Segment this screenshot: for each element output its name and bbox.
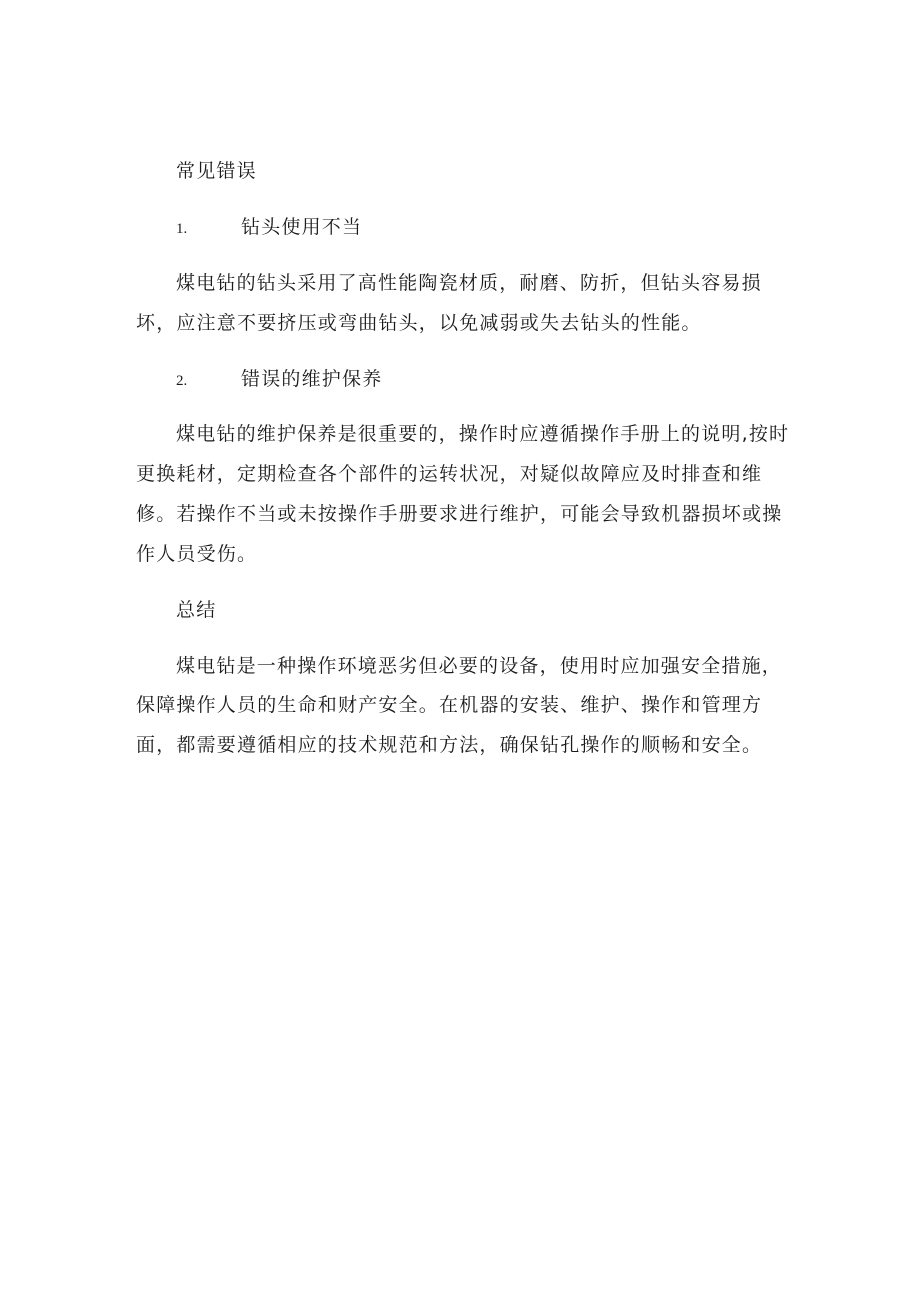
section-heading-summary: 总结 <box>176 599 217 621</box>
list-item-title-1: 钻头使用不当 <box>241 216 363 238</box>
list-item-number-1: 1. <box>176 221 188 237</box>
paragraph-2-line-3: 修。若操作不当或未按操作手册要求进行维护，可能会导致机器损坏或操 <box>136 503 783 525</box>
paragraph-3-line-1: 煤电钻是一种操作环境恶劣但必要的设备，使用时应加强安全措施， <box>176 655 783 677</box>
paragraph-1-line-2: 坏，应注意不要挤压或弯曲钻头，以免减弱或失去钻头的性能。 <box>136 312 702 334</box>
paragraph-3-line-3: 面，都需要遵循相应的技术规范和方法，确保钻孔操作的顺畅和安全。 <box>136 734 763 756</box>
list-item-number-2: 2. <box>176 373 188 389</box>
paragraph-1-line-1: 煤电钻的钻头采用了高性能陶瓷材质，耐磨、防折，但钻头容易损 <box>176 272 762 294</box>
paragraph-3-line-2: 保障操作人员的生命和财产安全。在机器的安装、维护、操作和管理方 <box>136 694 763 716</box>
paragraph-2-line-1: 煤电钻的维护保养是很重要的，操作时应遵循操作手册上的说明,按时 <box>176 423 790 445</box>
section-heading-common-errors: 常见错误 <box>176 160 257 182</box>
paragraph-2-line-2: 更换耗材，定期检查各个部件的运转状况，对疑似故障应及时排查和维 <box>136 463 763 485</box>
paragraph-2-line-4: 作人员受伤。 <box>136 543 258 565</box>
list-item-title-2: 错误的维护保养 <box>241 368 383 390</box>
